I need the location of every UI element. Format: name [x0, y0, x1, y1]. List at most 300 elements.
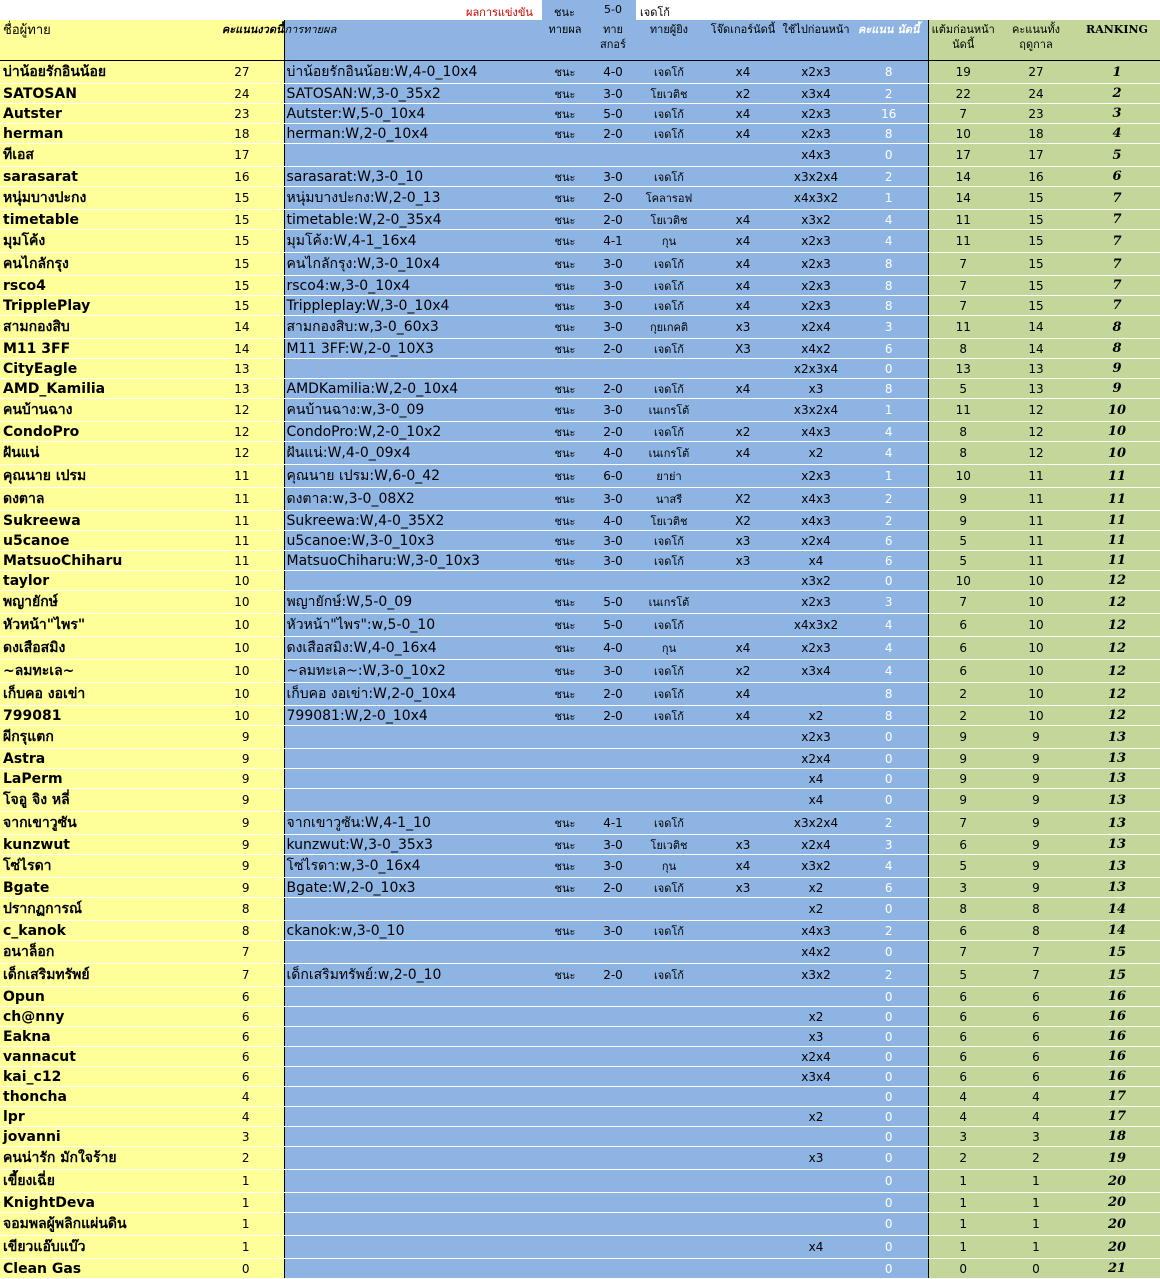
points-this-round-cell[interactable]: 7 [176, 941, 284, 964]
scorer-guess-cell[interactable]: เจดโก้ [634, 921, 704, 941]
jokers-used-before-cell[interactable] [782, 1127, 850, 1147]
prediction-text-cell[interactable] [284, 1087, 538, 1107]
rank-cell[interactable]: 10 [1074, 399, 1160, 422]
score-guess-cell[interactable]: 4-1 [592, 812, 634, 835]
season-total-cell[interactable]: 1 [998, 1193, 1074, 1213]
season-total-cell[interactable]: 15 [998, 276, 1074, 296]
scorer-guess-cell[interactable] [634, 1127, 704, 1147]
previous-points-cell[interactable]: 5 [928, 379, 998, 399]
previous-points-cell[interactable]: 1 [928, 1213, 998, 1236]
rank-cell[interactable]: 20 [1074, 1213, 1160, 1236]
prediction-text-cell[interactable] [284, 1213, 538, 1236]
rank-cell[interactable]: 18 [1074, 1127, 1160, 1147]
match-points-cell[interactable]: 6 [850, 531, 928, 551]
previous-points-cell[interactable]: 3 [928, 878, 998, 898]
points-this-round-cell[interactable]: 27 [176, 61, 284, 84]
points-this-round-cell[interactable]: 1 [176, 1193, 284, 1213]
joker-used-cell[interactable] [704, 1087, 782, 1107]
match-points-cell[interactable]: 8 [850, 683, 928, 706]
player-name-cell[interactable]: ch@nny [0, 1007, 176, 1027]
match-points-cell[interactable]: 4 [850, 230, 928, 253]
jokers-used-before-cell[interactable] [782, 1193, 850, 1213]
prediction-text-cell[interactable] [284, 1047, 538, 1067]
jokers-used-before-cell[interactable]: x3 [782, 1147, 850, 1170]
result-guess-cell[interactable] [538, 1193, 592, 1213]
match-points-cell[interactable]: 16 [850, 104, 928, 124]
previous-points-cell[interactable]: 6 [928, 1067, 998, 1087]
rank-cell[interactable]: 13 [1074, 855, 1160, 878]
scorer-guess-cell[interactable]: กุยเกคติ [634, 316, 704, 339]
rank-cell[interactable]: 4 [1074, 124, 1160, 144]
joker-used-cell[interactable] [704, 187, 782, 210]
jokers-used-before-cell[interactable]: x3x2x4 [782, 812, 850, 835]
player-name-cell[interactable]: thoncha [0, 1087, 176, 1107]
player-name-cell[interactable]: คนน่ารัก มักใจร้าย [0, 1147, 176, 1170]
previous-points-cell[interactable]: 8 [928, 339, 998, 359]
score-guess-cell[interactable]: 2-0 [592, 706, 634, 726]
rank-cell[interactable]: 6 [1074, 167, 1160, 187]
jokers-used-before-cell[interactable]: x4x3 [782, 488, 850, 511]
match-points-cell[interactable]: 0 [850, 1107, 928, 1127]
result-guess-cell[interactable]: ชนะ [538, 812, 592, 835]
player-name-cell[interactable]: TripplePlay [0, 296, 176, 316]
prediction-text-cell[interactable] [284, 749, 538, 769]
match-points-cell[interactable]: 0 [850, 1236, 928, 1259]
prediction-text-cell[interactable]: Bgate:W,2-0_10x3 [284, 878, 538, 898]
rank-cell[interactable]: 12 [1074, 614, 1160, 637]
previous-points-cell[interactable]: 7 [928, 812, 998, 835]
score-guess-cell[interactable]: 2-0 [592, 964, 634, 987]
score-guess-cell[interactable]: 3-0 [592, 921, 634, 941]
rank-cell[interactable]: 20 [1074, 1170, 1160, 1193]
previous-points-cell[interactable]: 22 [928, 84, 998, 104]
jokers-used-before-cell[interactable]: x3x2 [782, 855, 850, 878]
rank-cell[interactable]: 5 [1074, 144, 1160, 167]
joker-used-cell[interactable] [704, 571, 782, 591]
joker-used-cell[interactable] [704, 1193, 782, 1213]
match-points-cell[interactable]: 1 [850, 465, 928, 488]
points-this-round-cell[interactable]: 14 [176, 339, 284, 359]
player-name-cell[interactable]: KnightDeva [0, 1193, 176, 1213]
jokers-used-before-cell[interactable]: x3x4 [782, 84, 850, 104]
season-total-cell[interactable]: 1 [998, 1236, 1074, 1259]
score-guess-cell[interactable]: 4-1 [592, 230, 634, 253]
joker-used-cell[interactable]: X2 [704, 511, 782, 531]
previous-points-cell[interactable]: 13 [928, 359, 998, 379]
player-name-cell[interactable]: โจอู จิง หลี่ [0, 789, 176, 812]
previous-points-cell[interactable]: 9 [928, 789, 998, 812]
result-guess-cell[interactable]: ชนะ [538, 706, 592, 726]
joker-used-cell[interactable] [704, 359, 782, 379]
result-guess-cell[interactable]: ชนะ [538, 339, 592, 359]
scorer-guess-cell[interactable]: โคลารอฟ [634, 187, 704, 210]
match-points-cell[interactable]: 0 [850, 1213, 928, 1236]
previous-points-cell[interactable]: 6 [928, 987, 998, 1007]
season-total-cell[interactable]: 14 [998, 339, 1074, 359]
score-guess-cell[interactable] [592, 1067, 634, 1087]
match-points-cell[interactable]: 0 [850, 749, 928, 769]
season-total-cell[interactable]: 4 [998, 1087, 1074, 1107]
result-guess-cell[interactable]: ชนะ [538, 637, 592, 660]
jokers-used-before-cell[interactable]: x2x4 [782, 835, 850, 855]
jokers-used-before-cell[interactable]: x2x3 [782, 61, 850, 84]
season-total-cell[interactable]: 7 [998, 941, 1074, 964]
match-points-cell[interactable]: 0 [850, 941, 928, 964]
player-name-cell[interactable]: จากเขาวูซัน [0, 812, 176, 835]
match-points-cell[interactable]: 1 [850, 187, 928, 210]
previous-points-cell[interactable]: 2 [928, 1147, 998, 1170]
score-guess-cell[interactable]: 2-0 [592, 422, 634, 442]
player-name-cell[interactable]: 799081 [0, 706, 176, 726]
season-total-cell[interactable]: 12 [998, 442, 1074, 465]
scorer-guess-cell[interactable]: เจดโก้ [634, 878, 704, 898]
result-guess-cell[interactable] [538, 1170, 592, 1193]
previous-points-cell[interactable]: 3 [928, 1127, 998, 1147]
prediction-text-cell[interactable]: herman:W,2-0_10x4 [284, 124, 538, 144]
joker-used-cell[interactable]: x4 [704, 379, 782, 399]
joker-used-cell[interactable]: x3 [704, 531, 782, 551]
scorer-guess-cell[interactable]: กุน [634, 855, 704, 878]
scorer-guess-cell[interactable] [634, 1259, 704, 1279]
jokers-used-before-cell[interactable]: x4 [782, 769, 850, 789]
jokers-used-before-cell[interactable]: x3x2 [782, 964, 850, 987]
points-this-round-cell[interactable]: 8 [176, 898, 284, 921]
rank-cell[interactable]: 14 [1074, 898, 1160, 921]
previous-points-cell[interactable]: 6 [928, 1007, 998, 1027]
prediction-text-cell[interactable]: ฝันแน่:W,4-0_09x4 [284, 442, 538, 465]
prediction-text-cell[interactable]: M11 3FF:W,2-0_10X3 [284, 339, 538, 359]
season-total-cell[interactable]: 15 [998, 296, 1074, 316]
scorer-guess-cell[interactable] [634, 1107, 704, 1127]
rank-cell[interactable]: 19 [1074, 1147, 1160, 1170]
match-points-cell[interactable]: 0 [850, 1147, 928, 1170]
result-guess-cell[interactable]: ชนะ [538, 921, 592, 941]
player-name-cell[interactable]: Bgate [0, 878, 176, 898]
previous-points-cell[interactable]: 10 [928, 571, 998, 591]
season-total-cell[interactable]: 6 [998, 1027, 1074, 1047]
score-guess-cell[interactable]: 3-0 [592, 296, 634, 316]
jokers-used-before-cell[interactable]: x3x2x4 [782, 167, 850, 187]
score-guess-cell[interactable] [592, 1193, 634, 1213]
scorer-guess-cell[interactable] [634, 144, 704, 167]
match-points-cell[interactable]: 4 [850, 210, 928, 230]
score-guess-cell[interactable] [592, 1147, 634, 1170]
jokers-used-before-cell[interactable]: x4x3 [782, 144, 850, 167]
points-this-round-cell[interactable]: 11 [176, 511, 284, 531]
match-points-cell[interactable]: 0 [850, 987, 928, 1007]
prediction-text-cell[interactable]: พญายักษ์:W,5-0_09 [284, 591, 538, 614]
previous-points-cell[interactable]: 9 [928, 726, 998, 749]
score-guess-cell[interactable]: 3-0 [592, 488, 634, 511]
score-guess-cell[interactable] [592, 749, 634, 769]
points-this-round-cell[interactable]: 2 [176, 1147, 284, 1170]
season-total-cell[interactable]: 8 [998, 898, 1074, 921]
joker-used-cell[interactable] [704, 1047, 782, 1067]
match-points-cell[interactable]: 1 [850, 399, 928, 422]
previous-points-cell[interactable]: 9 [928, 769, 998, 789]
jokers-used-before-cell[interactable]: x4x3x2 [782, 614, 850, 637]
player-name-cell[interactable]: บ่าน้อยรักอินน้อย [0, 61, 176, 84]
rank-cell[interactable]: 7 [1074, 210, 1160, 230]
previous-points-cell[interactable]: 6 [928, 614, 998, 637]
scorer-guess-cell[interactable]: เจดโก้ [634, 276, 704, 296]
player-name-cell[interactable]: คุณนาย เปรม [0, 465, 176, 488]
joker-used-cell[interactable]: x4 [704, 855, 782, 878]
score-guess-cell[interactable]: 3-0 [592, 399, 634, 422]
prediction-text-cell[interactable] [284, 1170, 538, 1193]
previous-points-cell[interactable]: 6 [928, 1047, 998, 1067]
points-this-round-cell[interactable]: 15 [176, 210, 284, 230]
previous-points-cell[interactable]: 6 [928, 637, 998, 660]
player-name-cell[interactable]: โซ่ไรดา [0, 855, 176, 878]
player-name-cell[interactable]: เก็บคอ งอเข่า [0, 683, 176, 706]
scorer-guess-cell[interactable]: เนเกรโต้ [634, 591, 704, 614]
match-result-outcome[interactable]: ชนะ [554, 6, 575, 19]
season-total-cell[interactable]: 7 [998, 964, 1074, 987]
match-result-scorer[interactable]: เจดโก้ [640, 6, 670, 19]
previous-points-cell[interactable]: 7 [928, 296, 998, 316]
match-points-cell[interactable]: 4 [850, 422, 928, 442]
previous-points-cell[interactable]: 7 [928, 253, 998, 276]
points-this-round-cell[interactable]: 1 [176, 1213, 284, 1236]
score-guess-cell[interactable] [592, 1047, 634, 1067]
rank-cell[interactable]: 9 [1074, 379, 1160, 399]
prediction-text-cell[interactable]: ckanok:w,3-0_10 [284, 921, 538, 941]
joker-used-cell[interactable]: x4 [704, 276, 782, 296]
result-guess-cell[interactable]: ชนะ [538, 551, 592, 571]
score-guess-cell[interactable]: 3-0 [592, 253, 634, 276]
joker-used-cell[interactable] [704, 1127, 782, 1147]
season-total-cell[interactable]: 27 [998, 61, 1074, 84]
points-this-round-cell[interactable]: 9 [176, 878, 284, 898]
match-points-cell[interactable]: 4 [850, 660, 928, 683]
jokers-used-before-cell[interactable] [782, 1087, 850, 1107]
points-this-round-cell[interactable]: 1 [176, 1170, 284, 1193]
previous-points-cell[interactable]: 1 [928, 1236, 998, 1259]
player-name-cell[interactable]: ผีกรุแตก [0, 726, 176, 749]
player-name-cell[interactable]: rsco4 [0, 276, 176, 296]
scorer-guess-cell[interactable]: กุน [634, 637, 704, 660]
score-guess-cell[interactable]: 2-0 [592, 379, 634, 399]
season-total-cell[interactable]: 17 [998, 144, 1074, 167]
joker-used-cell[interactable] [704, 987, 782, 1007]
result-guess-cell[interactable] [538, 1127, 592, 1147]
previous-points-cell[interactable]: 0 [928, 1259, 998, 1279]
scorer-guess-cell[interactable]: เจดโก้ [634, 706, 704, 726]
joker-used-cell[interactable] [704, 1236, 782, 1259]
scorer-guess-cell[interactable]: เจดโก้ [634, 614, 704, 637]
rank-cell[interactable]: 16 [1074, 1047, 1160, 1067]
jokers-used-before-cell[interactable]: x4x2 [782, 941, 850, 964]
match-points-cell[interactable]: 3 [850, 316, 928, 339]
rank-cell[interactable]: 11 [1074, 511, 1160, 531]
season-total-cell[interactable]: 1 [998, 1170, 1074, 1193]
points-this-round-cell[interactable]: 11 [176, 465, 284, 488]
player-name-cell[interactable]: LaPerm [0, 769, 176, 789]
prediction-text-cell[interactable] [284, 1236, 538, 1259]
score-guess-cell[interactable]: 2-0 [592, 187, 634, 210]
points-this-round-cell[interactable]: 23 [176, 104, 284, 124]
prediction-text-cell[interactable]: คนบ้านฉาง:w,3-0_09 [284, 399, 538, 422]
rank-cell[interactable]: 11 [1074, 465, 1160, 488]
points-this-round-cell[interactable]: 10 [176, 614, 284, 637]
jokers-used-before-cell[interactable]: x2x3 [782, 591, 850, 614]
score-guess-cell[interactable]: 3-0 [592, 835, 634, 855]
scorer-guess-cell[interactable] [634, 1007, 704, 1027]
season-total-cell[interactable]: 11 [998, 531, 1074, 551]
match-points-cell[interactable]: 0 [850, 1007, 928, 1027]
result-guess-cell[interactable] [538, 1107, 592, 1127]
prediction-text-cell[interactable]: ดงตาล:w,3-0_08X2 [284, 488, 538, 511]
season-total-cell[interactable]: 9 [998, 726, 1074, 749]
result-guess-cell[interactable]: ชนะ [538, 855, 592, 878]
points-this-round-cell[interactable]: 9 [176, 749, 284, 769]
score-guess-cell[interactable] [592, 359, 634, 379]
result-guess-cell[interactable]: ชนะ [538, 84, 592, 104]
score-guess-cell[interactable]: 3-0 [592, 531, 634, 551]
season-total-cell[interactable]: 18 [998, 124, 1074, 144]
match-points-cell[interactable]: 0 [850, 1127, 928, 1147]
result-guess-cell[interactable]: ชนะ [538, 379, 592, 399]
previous-points-cell[interactable]: 19 [928, 61, 998, 84]
rank-cell[interactable]: 7 [1074, 253, 1160, 276]
rank-cell[interactable]: 13 [1074, 726, 1160, 749]
rank-cell[interactable]: 17 [1074, 1107, 1160, 1127]
season-total-cell[interactable]: 12 [998, 422, 1074, 442]
score-guess-cell[interactable] [592, 987, 634, 1007]
score-guess-cell[interactable]: 2-0 [592, 124, 634, 144]
season-total-cell[interactable]: 8 [998, 921, 1074, 941]
player-name-cell[interactable]: SATOSAN [0, 84, 176, 104]
prediction-text-cell[interactable]: โซ่ไรดา:w,3-0_16x4 [284, 855, 538, 878]
match-points-cell[interactable]: 8 [850, 124, 928, 144]
result-guess-cell[interactable] [538, 1147, 592, 1170]
rank-cell[interactable]: 15 [1074, 964, 1160, 987]
jokers-used-before-cell[interactable]: x4x2 [782, 339, 850, 359]
rank-cell[interactable]: 13 [1074, 789, 1160, 812]
player-name-cell[interactable]: ~ลมทะเล~ [0, 660, 176, 683]
rank-cell[interactable]: 12 [1074, 683, 1160, 706]
result-guess-cell[interactable] [538, 1087, 592, 1107]
scorer-guess-cell[interactable]: เจดโก้ [634, 124, 704, 144]
match-points-cell[interactable]: 0 [850, 789, 928, 812]
previous-points-cell[interactable]: 5 [928, 855, 998, 878]
score-guess-cell[interactable]: 2-0 [592, 210, 634, 230]
points-this-round-cell[interactable]: 10 [176, 637, 284, 660]
match-points-cell[interactable]: 0 [850, 726, 928, 749]
score-guess-cell[interactable] [592, 1007, 634, 1027]
match-points-cell[interactable]: 0 [850, 571, 928, 591]
points-this-round-cell[interactable]: 16 [176, 167, 284, 187]
season-total-cell[interactable]: 23 [998, 104, 1074, 124]
score-guess-cell[interactable]: 2-0 [592, 683, 634, 706]
points-this-round-cell[interactable]: 7 [176, 964, 284, 987]
joker-used-cell[interactable]: x4 [704, 124, 782, 144]
jokers-used-before-cell[interactable]: x2x3 [782, 253, 850, 276]
prediction-text-cell[interactable]: Sukreewa:W,4-0_35X2 [284, 511, 538, 531]
previous-points-cell[interactable]: 8 [928, 422, 998, 442]
points-this-round-cell[interactable]: 24 [176, 84, 284, 104]
score-guess-cell[interactable]: 3-0 [592, 276, 634, 296]
result-guess-cell[interactable]: ชนะ [538, 253, 592, 276]
jokers-used-before-cell[interactable]: x2x3 [782, 726, 850, 749]
result-guess-cell[interactable] [538, 1067, 592, 1087]
match-points-cell[interactable]: 2 [850, 921, 928, 941]
season-total-cell[interactable]: 24 [998, 84, 1074, 104]
points-this-round-cell[interactable]: 15 [176, 296, 284, 316]
result-guess-cell[interactable]: ชนะ [538, 465, 592, 488]
joker-used-cell[interactable] [704, 144, 782, 167]
points-this-round-cell[interactable]: 8 [176, 921, 284, 941]
prediction-text-cell[interactable] [284, 1193, 538, 1213]
result-guess-cell[interactable]: ชนะ [538, 104, 592, 124]
season-total-cell[interactable]: 11 [998, 488, 1074, 511]
season-total-cell[interactable]: 10 [998, 660, 1074, 683]
match-points-cell[interactable]: 8 [850, 276, 928, 296]
previous-points-cell[interactable]: 1 [928, 1170, 998, 1193]
score-guess-cell[interactable]: 4-0 [592, 442, 634, 465]
score-guess-cell[interactable]: 3-0 [592, 167, 634, 187]
previous-points-cell[interactable]: 11 [928, 316, 998, 339]
match-points-cell[interactable]: 3 [850, 591, 928, 614]
joker-used-cell[interactable] [704, 1067, 782, 1087]
jokers-used-before-cell[interactable]: x2x3 [782, 230, 850, 253]
scorer-guess-cell[interactable]: เจดโก้ [634, 422, 704, 442]
jokers-used-before-cell[interactable]: x2 [782, 1007, 850, 1027]
player-name-cell[interactable]: kai_c12 [0, 1067, 176, 1087]
match-points-cell[interactable]: 6 [850, 339, 928, 359]
match-points-cell[interactable]: 0 [850, 769, 928, 789]
joker-used-cell[interactable] [704, 769, 782, 789]
points-this-round-cell[interactable]: 9 [176, 769, 284, 789]
jokers-used-before-cell[interactable]: x2x3 [782, 465, 850, 488]
score-guess-cell[interactable] [592, 1127, 634, 1147]
match-points-cell[interactable]: 2 [850, 167, 928, 187]
result-guess-cell[interactable]: ชนะ [538, 124, 592, 144]
jokers-used-before-cell[interactable] [782, 1213, 850, 1236]
result-guess-cell[interactable]: ชนะ [538, 591, 592, 614]
season-total-cell[interactable]: 4 [998, 1107, 1074, 1127]
result-guess-cell[interactable]: ชนะ [538, 316, 592, 339]
score-guess-cell[interactable] [592, 1259, 634, 1279]
match-points-cell[interactable]: 4 [850, 637, 928, 660]
prediction-text-cell[interactable]: 799081:W,2-0_10x4 [284, 706, 538, 726]
scorer-guess-cell[interactable] [634, 359, 704, 379]
prediction-text-cell[interactable]: rsco4:w,3-0_10x4 [284, 276, 538, 296]
rank-cell[interactable]: 7 [1074, 187, 1160, 210]
prediction-text-cell[interactable]: AMDKamilia:W,2-0_10x4 [284, 379, 538, 399]
scorer-guess-cell[interactable]: โยเวติช [634, 210, 704, 230]
prediction-text-cell[interactable]: บ่าน้อยรักอินน้อย:W,4-0_10x4 [284, 61, 538, 84]
prediction-text-cell[interactable]: Trippleplay:W,3-0_10x4 [284, 296, 538, 316]
joker-used-cell[interactable] [704, 614, 782, 637]
points-this-round-cell[interactable]: 13 [176, 359, 284, 379]
result-guess-cell[interactable] [538, 571, 592, 591]
points-this-round-cell[interactable]: 4 [176, 1087, 284, 1107]
scorer-guess-cell[interactable]: เจดโก้ [634, 167, 704, 187]
player-name-cell[interactable]: sarasarat [0, 167, 176, 187]
scorer-guess-cell[interactable]: เจดโก้ [634, 812, 704, 835]
score-guess-cell[interactable]: 3-0 [592, 316, 634, 339]
jokers-used-before-cell[interactable]: x3x4 [782, 660, 850, 683]
player-name-cell[interactable]: จอมพลผู้พลิกแผ่นดิน [0, 1213, 176, 1236]
match-points-cell[interactable]: 4 [850, 855, 928, 878]
joker-used-cell[interactable]: x4 [704, 706, 782, 726]
match-points-cell[interactable]: 3 [850, 835, 928, 855]
score-guess-cell[interactable]: 3-0 [592, 660, 634, 683]
season-total-cell[interactable]: 14 [998, 316, 1074, 339]
rank-cell[interactable]: 11 [1074, 488, 1160, 511]
